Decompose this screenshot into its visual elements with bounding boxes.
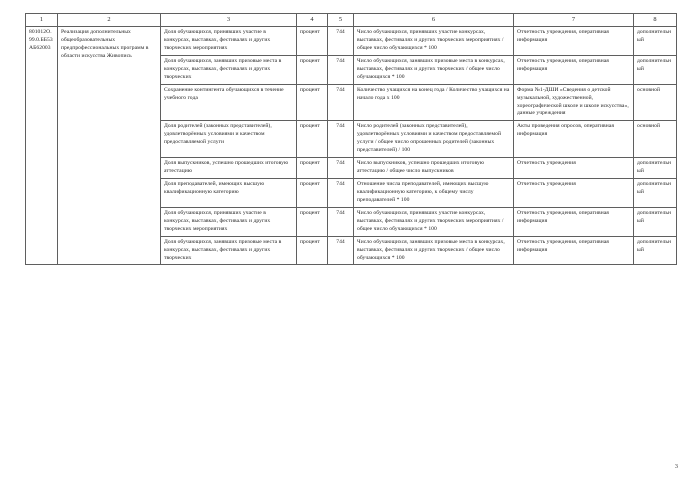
indicator-type-cell: дополнительный — [634, 158, 677, 179]
indicator-name-cell: Доля обучающихся, занявших призовые места в конкурсах, выставках, фестивалях и других творческих — [161, 236, 297, 265]
formula-cell: Число выпускников, успешно прошедших итоговую аттестацию / общее число выпускников — [354, 158, 514, 179]
column-index-7: 7 — [514, 14, 634, 27]
indicator-name-cell: Доля обучающихся, принявших участие в конкурсах, выставках, фестивалях и других творческих мероприятиях — [161, 207, 297, 236]
unit-cell: процент — [297, 27, 328, 56]
source-cell: Отчетность учреждения, оперативная информация — [514, 207, 634, 236]
indicator-type-cell: основной — [634, 121, 677, 158]
formula-cell: Число обучающихся, принявших участие конкурсах, выставках, фестивалях и других творческих мероприятиях / общее число обучающихся * 100 — [354, 27, 514, 56]
indicator-name-cell: Доля выпускников, успешно прошедших итоговую аттестацию — [161, 158, 297, 179]
source-cell: Отчетность учреждения, оперативная информация — [514, 27, 634, 56]
indicator-type-cell: дополнительный — [634, 55, 677, 84]
indicator-type-cell: дополнительный — [634, 207, 677, 236]
okei-code-cell: 744 — [328, 121, 354, 158]
source-cell: Отчетность учреждения — [514, 158, 634, 179]
formula-cell: Количество учащихся на конец года / Количество учащихся на начало года х 100 — [354, 84, 514, 121]
indicator-type-cell: дополнительный — [634, 236, 677, 265]
unit-cell: процент — [297, 84, 328, 121]
service-name-cell: Реализация дополнительных общеобразовательных предпрофессиональных программ в области искусства Живопись — [58, 27, 161, 265]
column-index-6: 6 — [354, 14, 514, 27]
column-index-3: 3 — [161, 14, 297, 27]
indicator-type-cell: основной — [634, 84, 677, 121]
column-index-row — [26, 14, 677, 27]
okei-code-cell: 744 — [328, 84, 354, 121]
indicator-name-cell: Доля обучающихся, занявших призовые места в конкурсах, выставках, фестивалях и других творческих — [161, 55, 297, 84]
column-index-5: 5 — [328, 14, 354, 27]
formula-cell: Число обучающихся, занявших призовые места в конкурсах, выставках, фестивалях и других творческих / общее число обучающихся * 100 — [354, 236, 514, 265]
unit-cell: процент — [297, 179, 328, 208]
indicator-name-cell: Доля обучающихся, принявших участие в конкурсах, выставках, фестивалях и других творческих мероприятиях — [161, 27, 297, 56]
formula-cell: Число родителей (законных представителей), удовлетворённых условиями и качеством предоставляемой услуги / общее число опрошенных родителей (законных представителей) / 100 — [354, 121, 514, 158]
unit-cell: процент — [297, 236, 328, 265]
okei-code-cell: 744 — [328, 236, 354, 265]
formula-cell: Число обучающихся, принявших участие конкурсах, выставках, фестивалях и других творческих мероприятиях / общее число обучающихся * 100 — [354, 207, 514, 236]
source-cell: Форма №1-ДШИ «Сведения о детской музыкальной, художественной, хореографической школе и школе искусства», данные учреждения — [514, 84, 634, 121]
okei-code-cell: 744 — [328, 207, 354, 236]
source-cell: Отчетность учреждения — [514, 179, 634, 208]
okei-code-cell: 744 — [328, 27, 354, 56]
formula-cell: Отношение числа преподавателей, имеющих высшую квалификационную категорию, к общему числу преподавателей * 100 — [354, 179, 514, 208]
okei-code-cell: 744 — [328, 55, 354, 84]
source-cell: Акты проведения опросов, оперативная информация — [514, 121, 634, 158]
okei-code-cell: 744 — [328, 179, 354, 208]
unit-cell: процент — [297, 158, 328, 179]
unit-cell: процент — [297, 55, 328, 84]
indicator-type-cell: дополнительный — [634, 27, 677, 56]
service-indicators-table — [25, 13, 677, 265]
column-index-2: 2 — [58, 14, 161, 27]
source-cell: Отчетность учреждения, оперативная информация — [514, 55, 634, 84]
column-index-1: 1 — [26, 14, 58, 27]
unit-cell: процент — [297, 207, 328, 236]
column-index-4: 4 — [297, 14, 328, 27]
indicator-type-cell: дополнительный — [634, 179, 677, 208]
indicator-name-cell: Доля преподавателей, имеющих высшую квалификационную категорию — [161, 179, 297, 208]
service-code-cell: 801012О.99.0.ББ53АБ62003 — [26, 27, 58, 265]
unit-cell: процент — [297, 121, 328, 158]
source-cell: Отчетность учреждения, оперативная информация — [514, 236, 634, 265]
indicator-name-cell: Доля родителей (законных представителей), удовлетворённых условиями и качеством предоставляемой услуги — [161, 121, 297, 158]
page-number: 3 — [674, 463, 678, 470]
table-row — [26, 27, 677, 56]
indicator-name-cell: Сохранение контингента обучающихся в течение учебного года — [161, 84, 297, 121]
column-index-8: 8 — [634, 14, 677, 27]
formula-cell: Число обучающихся, занявших призовые места в конкурсах, выставках, фестивалях и других творческих / общее число обучающихся * 100 — [354, 55, 514, 84]
okei-code-cell: 744 — [328, 158, 354, 179]
